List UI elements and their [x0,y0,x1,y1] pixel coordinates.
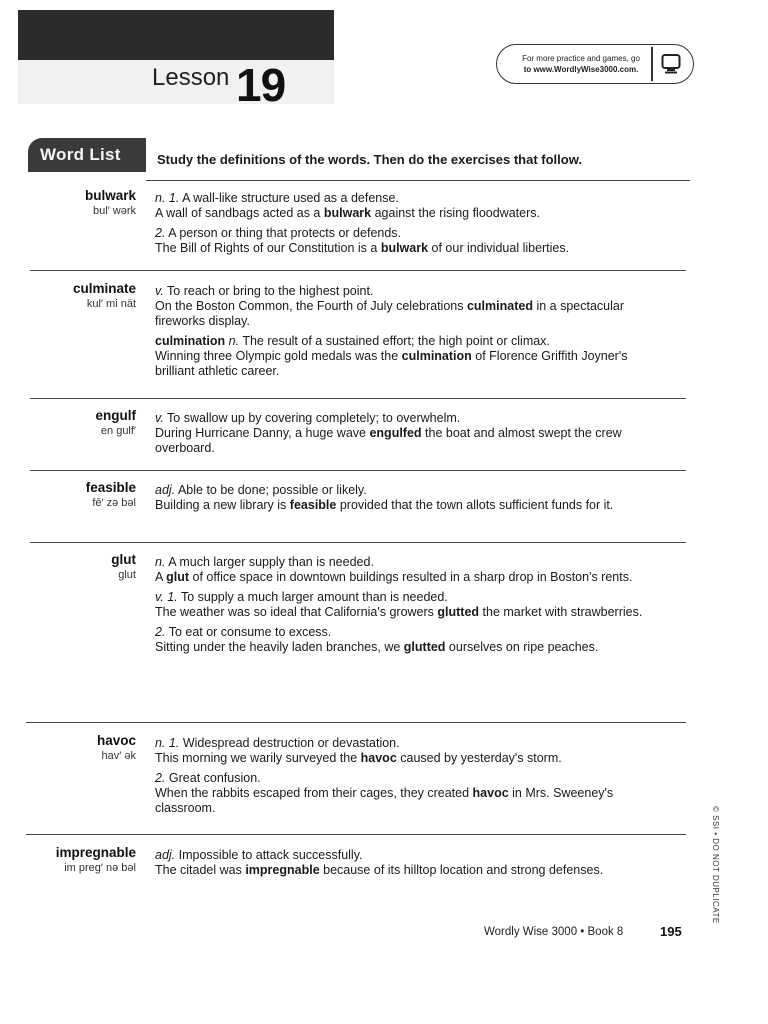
entry-divider [30,470,686,471]
headword: bulwark [84,188,136,203]
example-sentence [155,498,655,513]
example-after: because of its hilltop location and strong defenses. [319,863,604,877]
sense [155,226,655,256]
example-sentence [155,786,655,816]
sense [155,483,655,513]
sense [155,590,655,620]
example-before: A wall of sandbags acted as a [155,206,324,220]
definition-text: The result of a sustained effort; the high point or climax. [242,334,550,348]
definition-line [155,226,655,241]
example-keyword: glutted [437,605,480,619]
headword: engulf [95,408,136,423]
promo-box [496,44,694,84]
example-after: the market with strawberries. [479,605,643,619]
example-keyword: bulwark [323,206,372,220]
definition-text: A person or thing that protects or defends. [168,226,402,240]
sense [155,411,655,456]
sense [155,555,655,585]
sense [155,625,655,655]
sense [155,191,655,221]
definition-text: To eat or consume to excess. [168,625,332,639]
run-on-word: culmination [155,334,226,348]
sense [155,771,655,816]
definition-line [155,483,655,498]
example-sentence [155,751,655,766]
sense [155,736,655,766]
example-before: The Bill of Rights of our Constitution is a [155,241,381,255]
definition-line [155,625,655,640]
headword: culminate [72,281,136,296]
footer-book-title: Wordly Wise 3000 • Book 8 [484,926,624,938]
entry-divider [30,270,686,271]
instructions: Study the definitions of the words. Then do the exercises that follow. [157,152,582,167]
headword: impregnable [55,845,136,860]
definition-text: A wall-like structure used as a defense. [182,191,399,205]
promo-divider [651,47,653,81]
promo-text [511,53,651,75]
definition-line [155,590,655,605]
example-sentence [155,863,655,878]
example-after: of Florence Griffith Joyner's brilliant athletic career. [155,349,628,378]
definitions [155,284,655,384]
header-band [18,10,334,60]
example-after: provided that the town allots sufficient funds for it. [336,498,614,512]
sense [155,848,655,878]
part-of-speech: adj. [155,483,176,497]
part-of-speech: 2. [155,771,166,785]
definition-text: Impossible to attack successfully. [178,848,363,862]
example-sentence [155,349,655,379]
definitions [155,736,655,821]
part-of-speech: v. [155,284,164,298]
pronunciation: kul′ mi nāt [86,298,136,310]
pronunciation: glut [118,569,136,581]
definition-text: To supply a much larger amount than is needed. [180,590,448,604]
page-number: 195 [660,924,682,939]
definition-text: Great confusion. [168,771,261,785]
headword: glut [111,552,136,567]
entry-divider [26,834,686,835]
definition-line [155,284,655,299]
part-of-speech: n. [155,555,166,569]
definitions [155,411,655,461]
example-keyword: glut [166,570,190,584]
word-list-tab-label: Word List [40,145,121,164]
lesson-number: 19 [236,59,286,111]
part-of-speech: 2. [155,226,166,240]
part-of-speech: v. [155,411,164,425]
example-keyword: havoc [472,786,509,800]
example-after: caused by yesterday's storm. [396,751,562,765]
example-before: A [155,570,167,584]
example-sentence [155,640,655,655]
example-keyword: feasible [289,498,337,512]
example-keyword: bulwark [380,241,429,255]
example-before: The citadel was [155,863,246,877]
example-sentence [155,570,655,585]
definitions [155,848,655,883]
entry-divider [26,722,686,723]
definition-text: Able to be done; possible or likely. [177,483,367,497]
definition-line [155,191,655,206]
part-of-speech: v. 1. [155,590,178,604]
definition-text: To reach or bring to the highest point. [167,284,374,298]
example-before: Winning three Olympic gold medals was the [155,349,402,363]
example-sentence [155,299,655,329]
monitor-icon [661,52,681,76]
example-sentence [155,241,655,256]
example-after: against the rising floodwaters. [371,206,540,220]
definitions [155,555,655,660]
copyright-note: © SSI • DO NOT DUPLICATE [711,806,720,924]
example-before: During Hurricane Danny, a huge wave [155,426,370,440]
definition-line [155,334,655,349]
definition-line [155,771,655,786]
example-after: the boat and almost swept the crew overboard. [155,426,622,455]
entry-divider [30,542,686,543]
entry-divider [30,398,686,399]
part-of-speech: 2. [155,625,166,639]
sense [155,284,655,329]
definition-text: To swallow up by covering completely; to overwhelm. [167,411,461,425]
pronunciation: im preg′ nə bəl [64,862,136,874]
pronunciation: bul′ wərk [92,205,136,217]
definition-text: A much larger supply than is needed. [168,555,374,569]
headword: havoc [96,733,136,748]
example-keyword: culmination [401,349,472,363]
definitions [155,483,655,518]
example-after: in Mrs. Sweeney's classroom. [155,786,614,815]
divider [146,180,690,181]
example-before: This morning we warily surveyed the [155,751,361,765]
definitions [155,191,655,261]
promo-line-1: For more practice and games, go [522,54,640,63]
pronunciation: fē′ zə bəl [92,497,136,509]
example-before: The weather was so ideal that California's growers [155,605,438,619]
pronunciation: hav′ ək [101,750,136,762]
example-before: When the rabbits escaped from their cages, they created [155,786,473,800]
example-after: ourselves on ripe peaches. [445,640,599,654]
definition-line [155,736,655,751]
example-keyword: engulfed [369,426,422,440]
promo-link[interactable]: to www.WordlyWise3000.com. [523,65,639,74]
pronunciation: en gulf′ [100,425,136,437]
headword: feasible [85,480,136,495]
part-of-speech: adj. [155,848,176,862]
example-sentence [155,605,655,620]
lesson-label: Lesson [152,64,230,91]
example-before: On the Boston Common, the Fourth of July celebrations [155,299,467,313]
example-after: of our individual liberties. [428,241,570,255]
example-before: Building a new library is [155,498,290,512]
part-of-speech: n. 1. [155,736,180,750]
definition-line [155,411,655,426]
example-keyword: glutted [403,640,446,654]
example-keyword: havoc [360,751,397,765]
part-of-speech: n. 1. [155,191,180,205]
sense [155,334,655,379]
example-keyword: culminated [466,299,533,313]
example-after: of office space in downtown buildings resulted in a sharp drop in Boston's rents. [189,570,633,584]
definition-line [155,555,655,570]
definition-line [155,848,655,863]
definition-text: Widespread destruction or devastation. [182,736,400,750]
example-sentence [155,206,655,221]
part-of-speech: n. [228,334,240,348]
example-sentence [155,426,655,456]
example-before: Sitting under the heavily laden branches, we [155,640,404,654]
example-keyword: impregnable [245,863,320,877]
example-after: in a spectacular fireworks display. [155,299,624,328]
